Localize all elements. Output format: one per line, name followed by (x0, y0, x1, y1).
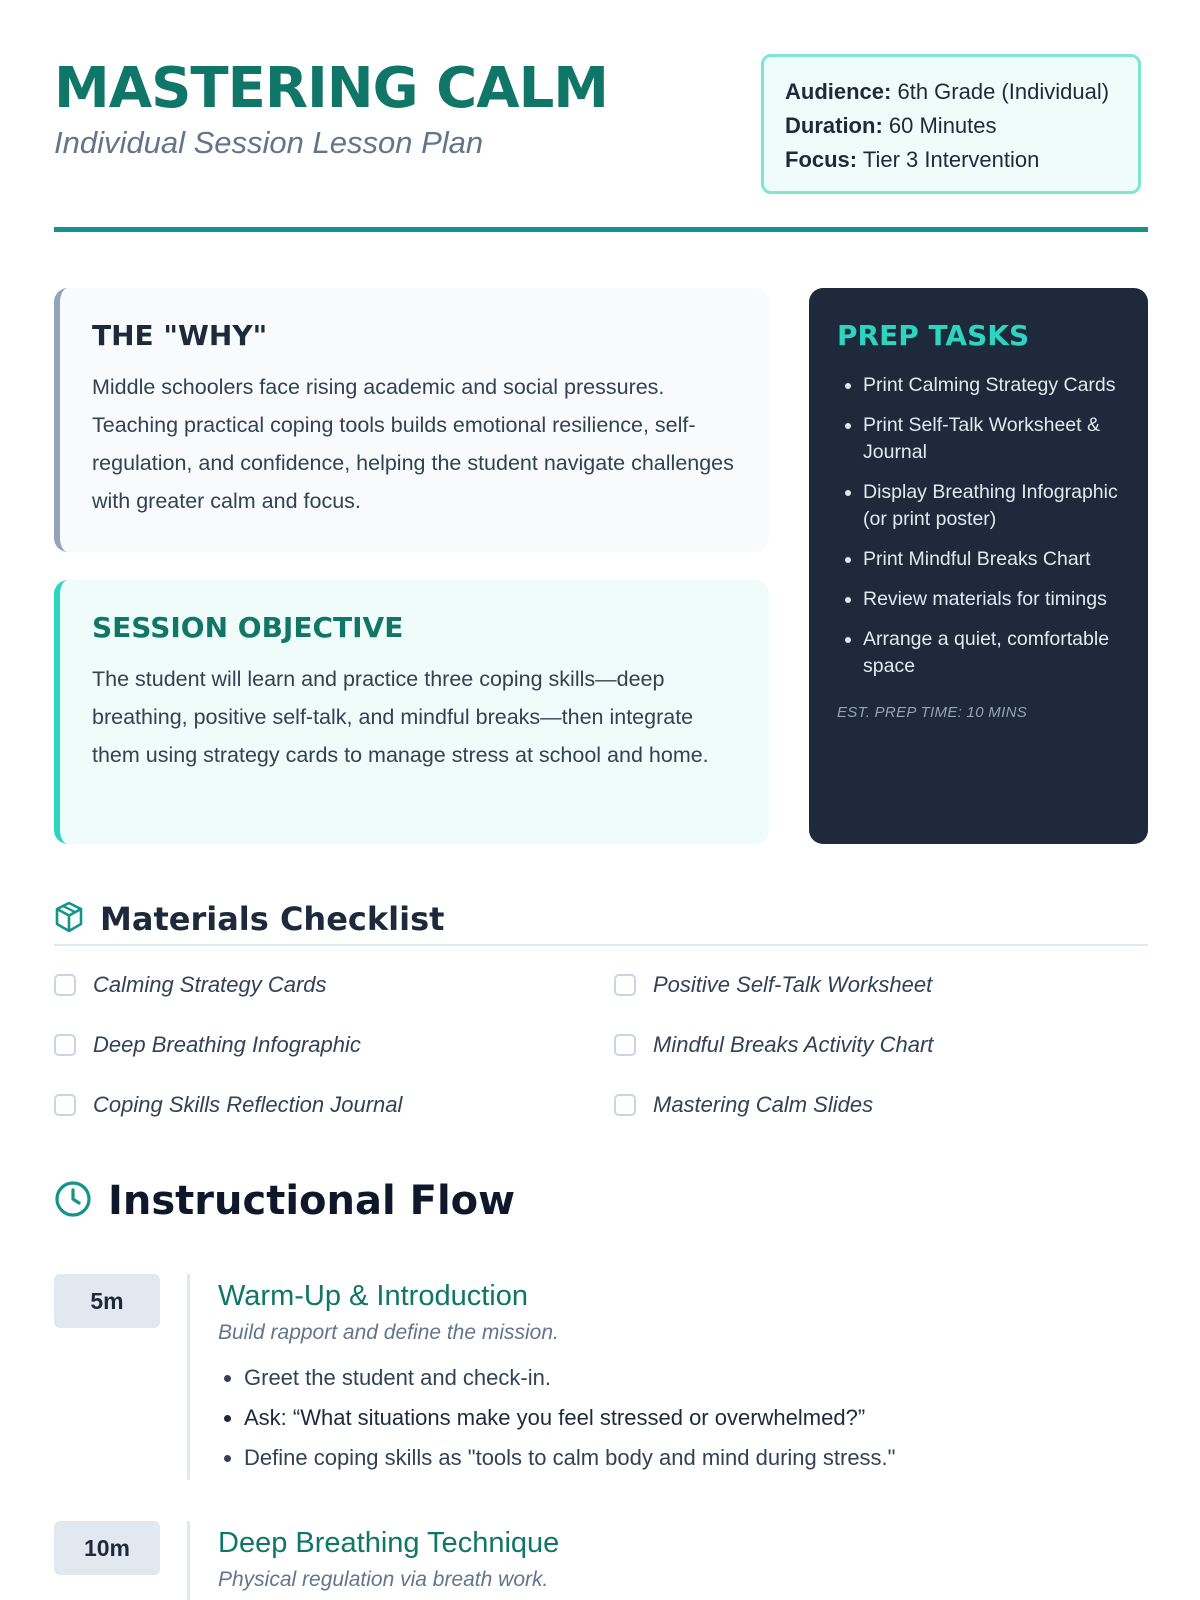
checklist-item-label: Positive Self-Talk Worksheet (653, 972, 933, 997)
prep-time-estimate: EST. PREP TIME: 10 MINS (837, 704, 1028, 721)
prep-task-item: • Print Calming Strategy Cards (863, 372, 1128, 399)
step-duration-badge: 5m (54, 1274, 160, 1328)
step-bullet: • Define coping skills as "tools to calm body and mind during stress." (244, 1438, 1118, 1478)
duration-label: Duration: (785, 113, 883, 138)
checkbox[interactable] (54, 1034, 76, 1056)
why-card (54, 288, 769, 552)
materials-heading: Materials Checklist (100, 900, 445, 938)
prep-task-item: • Arrange a quiet, comfortable space (863, 626, 1128, 680)
objective-card (54, 580, 769, 844)
flow-step (54, 1521, 1148, 1600)
checklist-item[interactable] (54, 1032, 361, 1058)
prep-task-item: • Review materials for timings (863, 586, 1128, 613)
step-content (218, 1521, 1118, 1595)
checklist-item-label: Coping Skills Reflection Journal (93, 1092, 403, 1117)
why-heading: THE "WHY" (92, 319, 268, 352)
clock-icon (54, 1180, 92, 1223)
objective-heading: SESSION OBJECTIVE (92, 611, 404, 644)
step-title: Deep Breathing Technique (218, 1527, 560, 1559)
checklist-item-label: Mindful Breaks Activity Chart (653, 1032, 934, 1057)
prep-tasks-panel (809, 288, 1148, 844)
checklist-item-label: Mastering Calm Slides (653, 1092, 874, 1117)
audience-label: Audience: (785, 79, 892, 104)
step-subtitle: Physical regulation via breath work. (218, 1568, 549, 1591)
step-timeline-line (187, 1274, 190, 1480)
checkbox[interactable] (54, 974, 76, 996)
duration-row (785, 109, 1138, 143)
checkbox[interactable] (614, 1094, 636, 1116)
prep-task-item: • Print Mindful Breaks Chart (863, 546, 1128, 573)
flow-heading-row (54, 1178, 515, 1224)
duration-value: 60 Minutes (888, 113, 997, 138)
audience-row (785, 75, 1138, 109)
checklist-item-label: Deep Breathing Infographic (93, 1032, 361, 1057)
box-icon (54, 901, 84, 938)
page-title: MASTERING CALM (54, 56, 608, 121)
step-duration-badge: 10m (54, 1521, 160, 1575)
checkbox[interactable] (614, 974, 636, 996)
checklist-item[interactable] (614, 1092, 873, 1118)
flow-heading: Instructional Flow (108, 1178, 516, 1224)
step-content (218, 1274, 1118, 1478)
checklist-item[interactable] (54, 1092, 402, 1118)
step-bullet: • Greet the student and check-in. (244, 1358, 1118, 1398)
prep-heading: PREP TASKS (837, 319, 1030, 352)
prep-task-item: • Display Breathing Infographic (or print poster) (863, 479, 1128, 533)
checklist-item[interactable] (614, 1032, 933, 1058)
why-body: Middle schoolers face rising academic and social pressures. Teaching practical coping tools builds emotional resilience, self-regulation, and confidence, helping the student navigate challenges with greater calm and focus. (92, 375, 734, 513)
objective-body: The student will learn and practice three coping skills—deep breathing, positive self-talk, and mindful breaks—then integrate them using strategy cards to manage stress at school and home. (92, 667, 709, 767)
checkbox[interactable] (614, 1034, 636, 1056)
prep-task-list (837, 372, 1128, 680)
focus-row (785, 143, 1138, 177)
step-subtitle: Build rapport and define the mission. (218, 1321, 559, 1344)
header-divider (54, 227, 1148, 232)
step-timeline-line (187, 1521, 190, 1600)
checklist-item-label: Calming Strategy Cards (93, 972, 327, 997)
audience-value: 6th Grade (Individual) (897, 79, 1110, 104)
materials-heading-row (54, 900, 444, 938)
page-subtitle: Individual Session Lesson Plan (54, 125, 484, 160)
prep-task-item: • Print Self-Talk Worksheet & Journal (863, 412, 1128, 466)
session-info-box (761, 54, 1141, 194)
checklist-item[interactable] (614, 972, 932, 998)
step-title: Warm-Up & Introduction (218, 1280, 528, 1312)
checkbox[interactable] (54, 1094, 76, 1116)
lesson-plan-page (54, 0, 1148, 1600)
focus-value: Tier 3 Intervention (862, 147, 1040, 172)
step-bullet: • Ask: “What situations make you feel stressed or overwhelmed?” (244, 1398, 1118, 1438)
materials-divider (54, 944, 1148, 946)
focus-label: Focus: (785, 147, 858, 172)
checklist-item[interactable] (54, 972, 327, 998)
step-bullet-list (218, 1358, 1118, 1478)
flow-step (54, 1274, 1148, 1480)
